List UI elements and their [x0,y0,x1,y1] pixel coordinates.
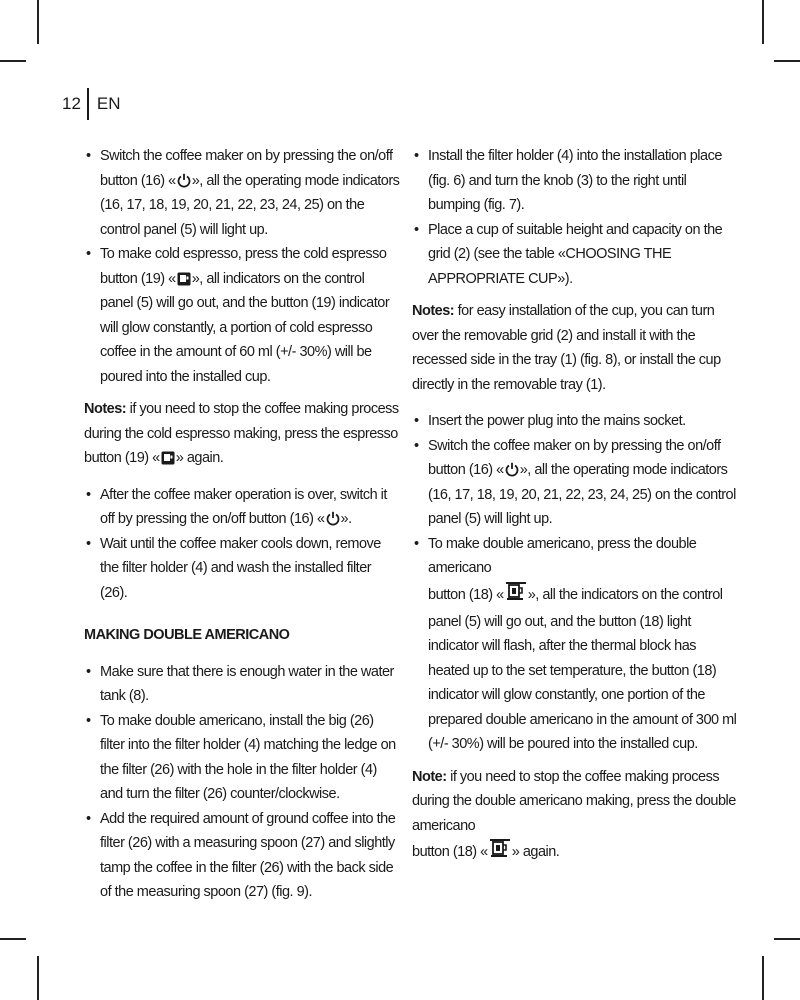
crop-mark-bottom-left-vertical [37,956,39,1000]
crop-mark-bottom-left-horizontal [0,938,26,940]
power-icon [505,462,519,477]
list-item: • To make cold espresso, press the cold espresso button (19) « », all indicators on the control panel (5) will go out, and the button (19) indicator will glow constantly, a portion of cold espresso coffee in the amount of 60 ml (+/- 30%) will be poured into the installed cup. [84,242,400,389]
page-number: 12 [62,94,81,113]
bullet-list [412,144,738,291]
crop-mark-bottom-right-horizontal [774,938,800,940]
double-americano-icon [489,838,511,858]
list-item: • Place a cup of suitable height and capacity on the grid (2) (see the table «CHOOSING THE APPROPRIATE CUP»). [412,218,738,292]
list-item: • Add the required amount of ground coffee into the filter (26) with a measuring spoon (27) and slightly tamp the coffee in the filter (26) with the back side of the measuring spoon (27) (fig. 9). [84,807,400,905]
power-icon [177,173,191,188]
power-icon [326,511,340,526]
list-item: • Switch the coffee maker on by pressing the on/off button (16) « », all the operating mode indicators (16, 17, 18, 19, 20, 21, 22, 23, 24, 25) on the control panel (5) will light up. [412,434,738,532]
list-item: • Make sure that there is enough water in the water tank (8). [84,660,400,709]
note: Notes: for easy installation of the cup, you can turn over the removable grid (2) and install it with the recessed side in the tray (1) (fig. 8), or install the cup directly in the removable tray (1). [412,303,721,393]
language-code: EN [96,94,121,113]
bullet-list [84,660,400,905]
list-item: • Wait until the coffee maker cools down, remove the filter holder (4) and wash the installed filter (26). [84,532,400,606]
header-divider [87,88,89,120]
left-column [84,144,400,905]
list-item: • To make double americano, press the double americano button (18) « », all the indicators on the control panel (5) will go out, and the button (18) light indicator will flash, after the thermal block has heated up to the set temperature, the button (18) indicator will glow constantly, one portion of the prepared double americano in the amount of 300 ml (+/- 30%) will be poured into the installed cup. [412,532,738,757]
cold-espresso-icon [177,272,191,286]
crop-mark-bottom-right-vertical [762,956,764,1000]
crop-mark-top-right-horizontal [774,60,800,62]
crop-mark-top-left-horizontal [0,60,26,62]
list-item: • Switch the coffee maker on by pressing the on/off button (16) « », all the operating mode indicators (16, 17, 18, 19, 20, 21, 22, 23, 24, 25) on the control panel (5) will light up. [84,144,400,242]
crop-mark-top-left-vertical [37,0,39,44]
section-heading: MAKING DOUBLE AMERICANO [84,627,290,643]
bullet-list [412,409,738,757]
list-item: • Insert the power plug into the mains socket. [412,409,738,434]
bullet-list [84,144,400,389]
page-header [62,88,121,120]
double-americano-icon [505,581,527,601]
note: Notes: if you need to stop the coffee making process during the cold espresso making, press the espresso button (19) « » again. [84,401,399,466]
crop-mark-top-right-vertical [762,0,764,44]
list-item: • Install the filter holder (4) into the installation place (fig. 6) and turn the knob (3) to the right until bumping (fig. 7). [412,144,738,218]
cold-espresso-icon [161,451,175,465]
bullet-list [84,483,400,606]
list-item: • To make double americano, install the big (26) filter into the filter holder (4) matching the ledge on the filter (26) with the hole in the filter holder (4) and turn the filter (26) counter/clockwise. [84,709,400,807]
note: Note: if you need to stop the coffee making process during the double americano making, press the double americano button (18) « » again. [412,768,736,860]
right-column [412,144,738,867]
list-item: • After the coffee maker operation is over, switch it off by pressing the on/off button (16) « ». [84,483,400,532]
